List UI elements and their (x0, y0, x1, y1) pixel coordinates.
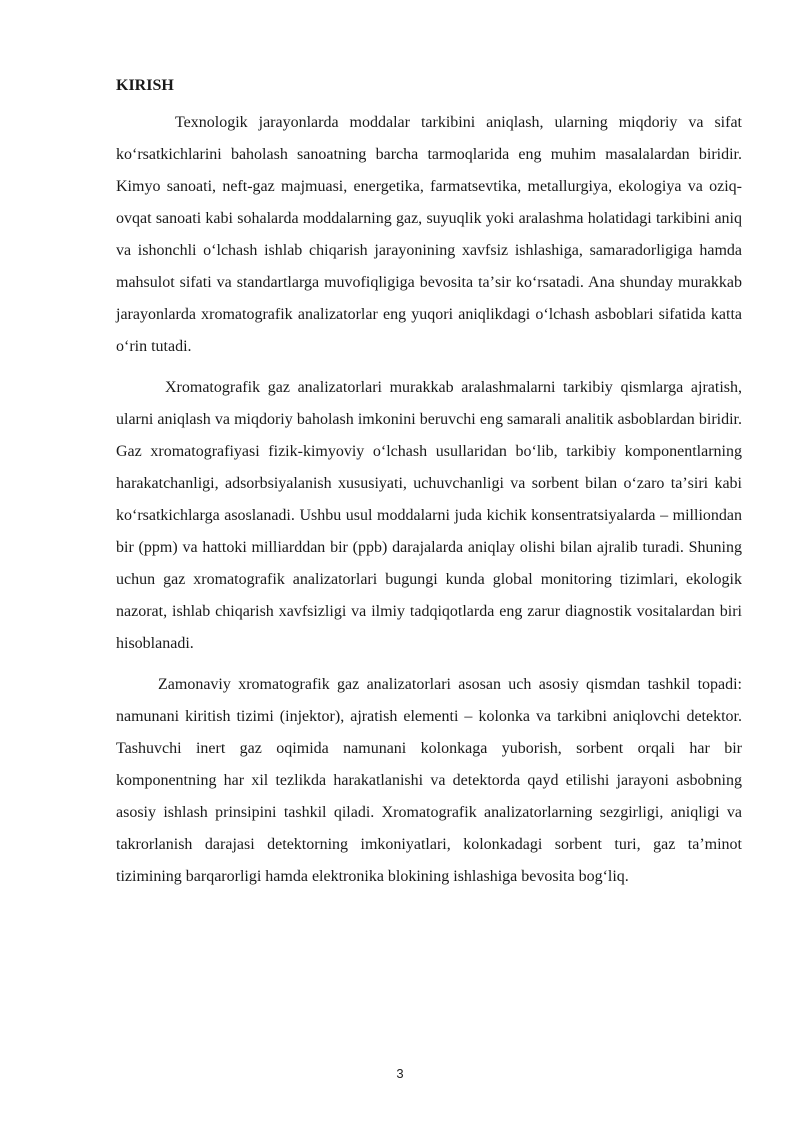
paragraph-1: Texnologik jarayonlarda moddalar tarkibini aniqlash, ularning miqdoriy va sifat koʻrsatkichlarini baholash sanoatning barcha tarmoqlarida eng muhim masalalardan biridir. Kimyo sanoati, neft-gaz majmuasi, energetika, farmatsevtika, metallurgiya, ekologiya va oziq-ovqat sanoati kabi sohalarda moddalarning gaz, suyuqlik yoki aralashma holatidagi tarkibini aniq va ishonchli oʻlchash ishlab chiqarish jarayonining xavfsiz ishlashiga, samaradorligiga hamda mahsulot sifati va standartlarga muvofiqligiga bevosita taʼsir koʻrsatadi. Ana shunday murakkab jarayonlarda xromatografik analizatorlar eng yuqori aniqlikdagi oʻlchash asboblari sifatida katta oʻrin tutadi. (116, 114, 742, 355)
page-content (116, 75, 742, 893)
paragraph-2: Xromatografik gaz analizatorlari murakkab aralashmalarni tarkibiy qismlarga ajratish, ularni aniqlash va miqdoriy baholash imkonini beruvchi eng samarali analitik asboblardan biridir. Gaz xromatografiyasi fizik-kimyoviy oʻlchash usullaridan boʻlib, tarkibiy komponentlarning harakatchanligi, adsorbsiyalanish xususiyati, uchuvchanligi va sorbent bilan oʻzaro taʼsiri kabi koʻrsatkichlarga asoslanadi. Ushbu usul moddalarni juda kichik konsentratsiyalarda – milliondan bir (ppm) va hattoki milliarddan bir (ppb) darajalarda aniqlay olishi bilan ajralib turadi. Shuning uchun gaz xromatografik analizatorlari bugungi kunda global monitoring tizimlari, ekologik nazorat, ishlab chiqarish xavfsizligi va ilmiy tadqiqotlarda eng zarur diagnostik vositalardan biri hisoblanadi. (116, 379, 742, 652)
paragraph-3: Zamonaviy xromatografik gaz analizatorlari asosan uch asosiy qismdan tashkil topadi: namunani kiritish tizimi (injektor), ajratish elementi – kolonka va tarkibni aniqlovchi detektor. Tashuvchi inert gaz oqimida namunani kolonkaga yuborish, sorbent orqali har bir komponentning har xil tezlikda harakatlanishi va detektorda qayd etilishi jarayoni asbobning asosiy ishlash prinsipini tashkil qiladi. Xromatografik analizatorlarning sezgirligi, aniqligi va takrorlanish darajasi detektorning imkoniyatlari, kolonkadagi sorbent turi, gaz taʼminot tizimining barqarorligi hamda elektronika blokining ishlashiga bevosita bogʻliq. (116, 676, 742, 885)
section-heading: KIRISH (116, 77, 174, 94)
page-number: 3 (396, 1066, 404, 1081)
